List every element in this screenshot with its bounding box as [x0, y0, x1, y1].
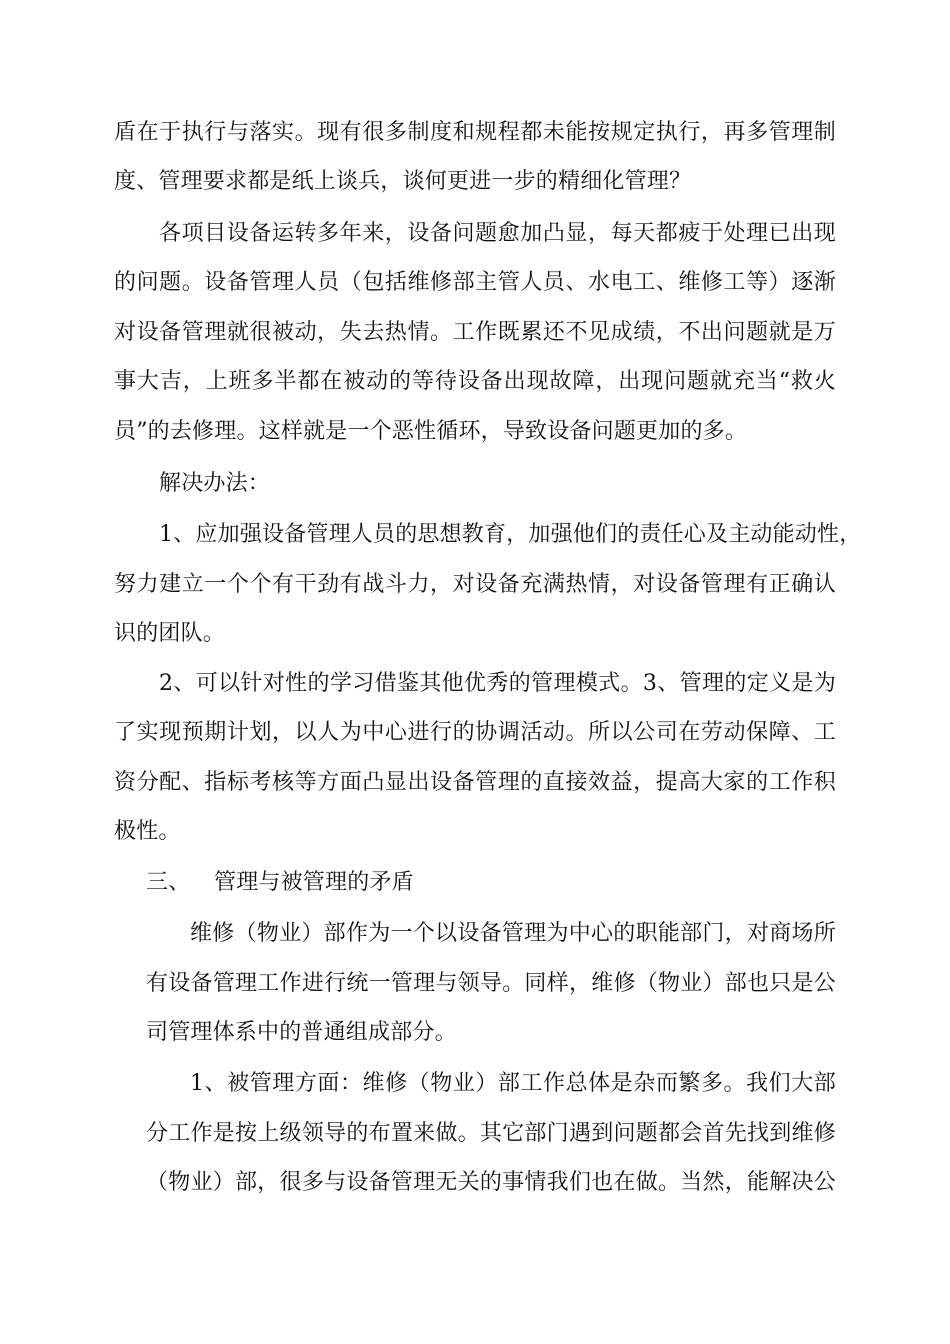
- text-line: 努力建立一个个有干劲有战斗力，对设备充满热情，对设备管理有正确认: [114, 572, 836, 597]
- section-heading: 管理与被管理的矛盾: [214, 870, 414, 895]
- text-line: 2、可以针对性的学习借鉴其他优秀的管理模式。3、管理的定义是为: [159, 671, 836, 696]
- text-line: （物业）部，很多与设备管理无关的事情我们也在做。当然，能解决公: [146, 1170, 836, 1195]
- text-line: 司管理体系中的普通组成部分。: [146, 1020, 457, 1045]
- text-line: 各项目设备运转多年来，设备问题愈加凸显，每天都疲于处理已出现: [159, 221, 836, 246]
- text-line: 了实现预期计划，以人为中心进行的协调活动。所以公司在劳动保障、工: [114, 720, 836, 745]
- text-line: 盾在于执行与落实。现有很多制度和规程都未能按规定执行，再多管理制: [114, 120, 836, 145]
- section-label: 解决办法：: [159, 471, 271, 496]
- text-line: 分工作是按上级领导的布置来做。其它部门遇到问题都会首先找到维修: [146, 1121, 836, 1146]
- text-line: 的问题。设备管理人员（包括维修部主管人员、水电工、维修工等）逐渐: [114, 270, 836, 295]
- text-line: 极性。: [114, 819, 181, 844]
- text-line: 事大吉，上班多半都在被动的等待设备出现故障，出现问题就充当“救火: [114, 369, 836, 394]
- text-line: 维修（物业）部作为一个以设备管理为中心的职能部门，对商场所: [190, 921, 836, 946]
- text-line: 1、被管理方面：维修（物业）部工作总体是杂而繁多。我们大部: [190, 1071, 836, 1096]
- text-line: 资分配、指标考核等方面凸显出设备管理的直接效益，提高大家的工作积: [114, 770, 836, 795]
- section-number: 三、: [146, 870, 191, 895]
- text-line: 员”的去修理。这样就是一个恶性循环，导致设备问题更加的多。: [114, 419, 748, 444]
- text-line: 识的团队。: [114, 621, 226, 646]
- text-line: 对设备管理就很被动，失去热情。工作既累还不见成绩，不出问题就是万: [114, 320, 836, 345]
- text-line: 度、管理要求都是纸上谈兵，谈何更进一步的精细化管理？: [114, 169, 692, 194]
- text-line: 有设备管理工作进行统一管理与领导。同样，维修（物业）部也只是公: [146, 971, 836, 996]
- text-line: 1、应加强设备管理人员的思想教育，加强他们的责任心及主动能动性，: [159, 522, 862, 547]
